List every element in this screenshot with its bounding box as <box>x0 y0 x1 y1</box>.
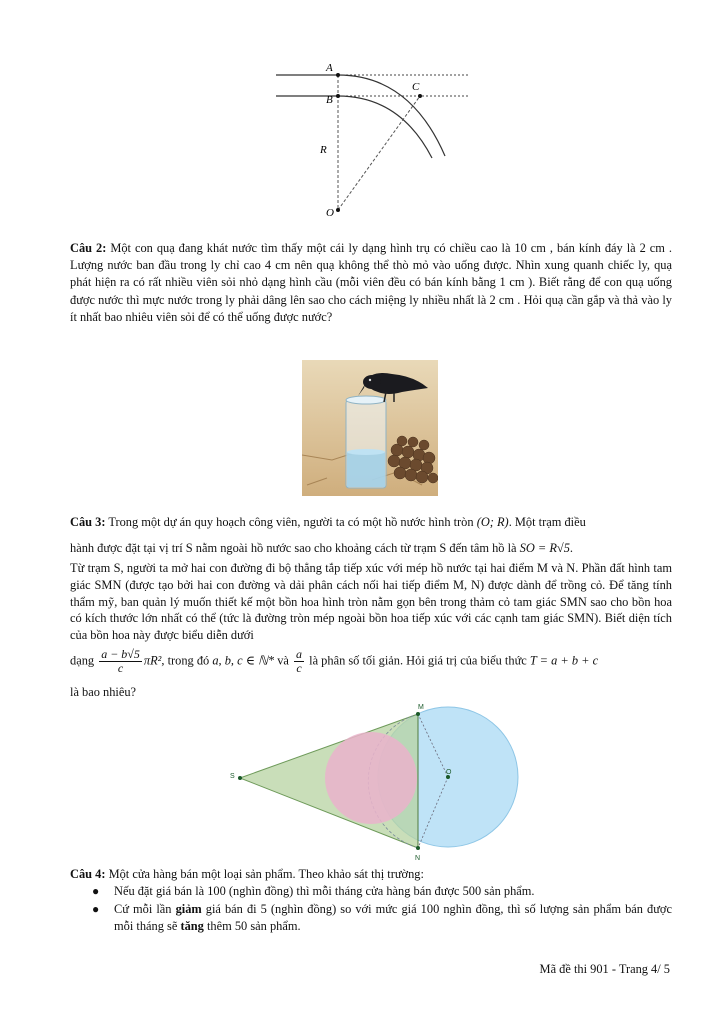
question-4-heading: Câu 4: <box>70 867 106 881</box>
bullet-dot-2: ● <box>92 902 100 916</box>
question-2-heading: Câu 2: <box>70 241 107 255</box>
bullet-dot-1: ● <box>92 884 100 898</box>
bullet-2-emph-giam: giảm <box>175 902 202 916</box>
question-4-intro <box>70 866 672 883</box>
label-B: B <box>326 94 333 106</box>
question-3-form-mid: , trong đó <box>161 653 210 668</box>
question-3-body <box>70 560 672 644</box>
bullet-2 <box>114 901 672 935</box>
question-3-line2b: . <box>569 541 573 555</box>
bullet-1 <box>114 883 672 900</box>
expression-T: T = a + b + c <box>529 653 599 668</box>
bullet-2-text-d: thêm 50 sản phẩm. <box>206 919 301 933</box>
simplified-fraction <box>294 648 304 675</box>
label-O: O <box>326 207 334 219</box>
question-4-intro-text: Một cửa hàng bán một loại sản phẩm. Theo khảo sát thị trường: <box>108 867 424 881</box>
label-M: M <box>418 704 424 711</box>
question-3-line2 <box>70 540 672 557</box>
bullet-1-text: Nếu đặt giá bán là 100 (nghìn đồng) thì mỗi tháng cửa hàng bán được 500 sản phẩm. <box>114 884 535 898</box>
bullet-2-text-a: Cứ mỗi lần <box>114 902 172 916</box>
question-2-text: Một con quạ đang khát nước tìm thấy một cái ly dạng hình trụ có chiều cao là 10 cm , bán kính đáy là 2 cm . Lượng nước ban đầu trong ly chỉ cao 4 cm nên quạ không thể thò mỏ vào uống được. Nhìn xung quanh chiếc ly, quạ phát hiện ra có rất nhiều viên sỏi nhỏ dạng hình cầu (mỗi viên đều có bán kính bằng 1 cm ). Biết rằng để con quạ uống được nước thì mực nước trong ly phải dâng lên sao cho cách miệng ly nhiều nhất là 2 cm . Hỏi quạ cần gắp và thả vào ly ít nhất bao nhiêu viên sỏi để có thể uống được nước? <box>70 241 672 324</box>
label-A: A <box>326 62 333 74</box>
label-S: S <box>230 773 235 780</box>
question-3-form-and: và <box>277 653 289 668</box>
question-3-form-tail: là phân số tối giản. Hỏi giá trị của biểu thức <box>309 653 527 668</box>
question-3-line1a: Trong một dự án quy hoạch công viên, người ta có một hồ nước hình tròn <box>108 515 474 529</box>
area-fraction <box>99 648 142 675</box>
question-3-line2a: hành được đặt tại vị trí S nằm ngoài hồ nước sao cho khoảng cách từ trạm S đến tâm hồ là <box>70 541 517 555</box>
question-3-distance: SO = R√5 <box>519 541 570 555</box>
crow-illustration <box>302 360 438 496</box>
question-3-formula-line <box>70 648 672 675</box>
area-fraction-numerator: a − b√5 <box>101 647 140 661</box>
question-3-line1b: . Một trạm điều <box>508 515 586 529</box>
area-piR2: πR² <box>143 653 162 668</box>
simplified-fraction-numerator: a <box>296 647 303 661</box>
figure-triangle-smn <box>226 700 526 865</box>
question-3-heading: Câu 3: <box>70 515 106 529</box>
question-2 <box>70 240 672 326</box>
area-fraction-denominator: c <box>117 661 124 675</box>
label-N: N <box>415 855 421 862</box>
bullet-2-text-c: giá bán đi 5 (nghìn đồng) so với mức giá 100 nghìn đồng, thì số lượng sản phẩm bán được mỗi tháng sẽ <box>114 902 672 933</box>
figure-road-curve <box>270 58 480 220</box>
label-O-lake: O <box>446 769 452 776</box>
question-3-body-text: Từ trạm S, người ta mở hai con đường đi bộ thẳng tắp tiếp xúc với mép hồ nước tại hai điểm M và N. Phần đất hình tam giác SMN (được tạo bởi hai con đường và dải phân cách nối hai tiếp điểm M, N) được dành để trồng cỏ. Để tăng tính thẩm mỹ, ban quản lý muốn thiết kế một bồn hoa hình tròn nằm gọn bên trong thảm cỏ tam giác SMN sao cho bồn hoa có kích thước lớn nhất có thể (tức là đường tròn mép ngoài bồn hoa tiếp xúc với các cạnh tam giác SMN). Biết diện tích của bồn hoa này được biểu diễn dưới <box>70 561 672 643</box>
simplified-fraction-denominator: c <box>296 661 302 675</box>
label-R: R <box>320 144 327 156</box>
bullet-2-emph-tang: tăng <box>180 919 204 933</box>
question-3-last-line <box>70 684 672 701</box>
question-3-form-prefix: dạng <box>70 653 95 668</box>
question-3-line1 <box>70 514 672 531</box>
question-3-circle-notation: (O; R) <box>476 515 509 529</box>
natural-number-set: a, b, c ∈ ℕ* <box>212 653 275 668</box>
label-C: C <box>412 81 420 93</box>
question-3-last-line-text: là bao nhiêu? <box>70 685 137 699</box>
page-footer: Mã đề thi 901 - Trang 4/ 5 <box>539 962 670 976</box>
